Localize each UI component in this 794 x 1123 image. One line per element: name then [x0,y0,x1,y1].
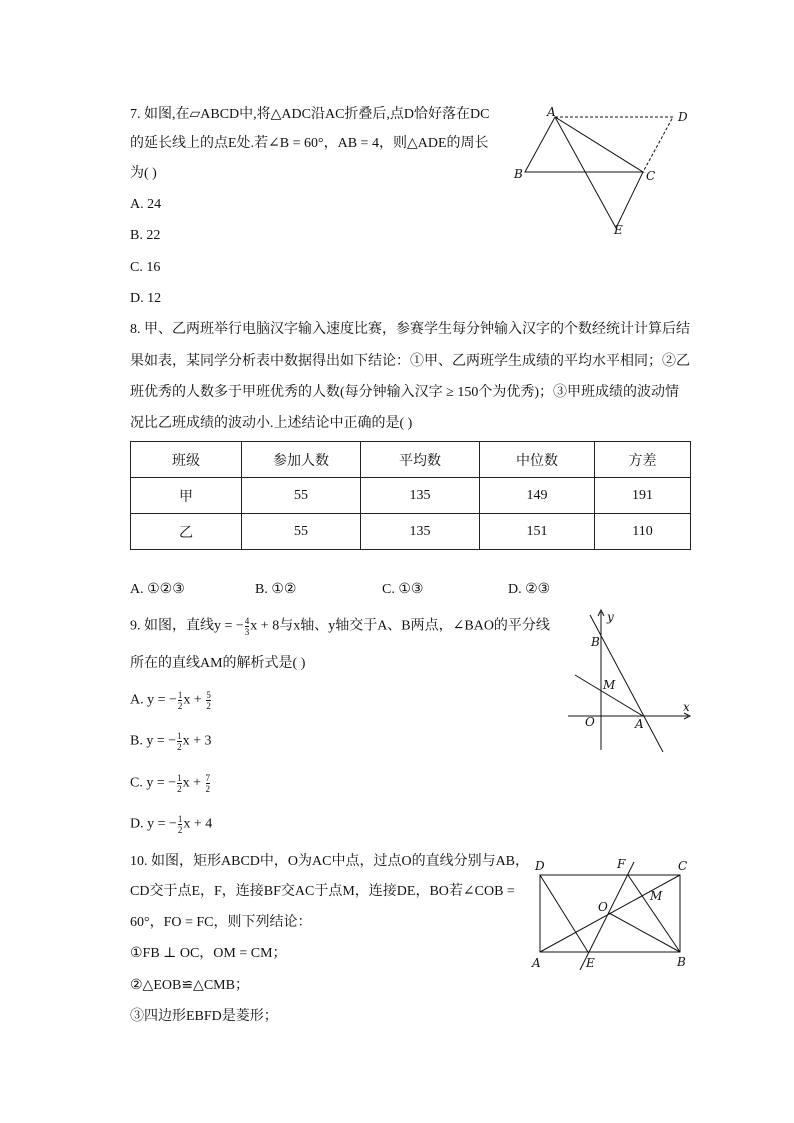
q8-line: 班优秀的人数多于甲班优秀的人数(每分钟输入汉字 ≥ 150个为优秀)；③甲班成绩的波动情 [130,385,680,400]
q8-option: C. ①③ [382,582,424,597]
denominator: 2 [177,784,182,794]
label-x: x [683,700,690,714]
table-cell: 乙 [131,514,242,550]
text: x + 4 [183,816,213,832]
table-cell: 151 [480,514,595,550]
label-M: M [603,678,616,692]
q10-line: ③四边形EBFD是菱形； [130,1009,278,1024]
label-E: E [614,223,623,237]
q7-option: B. 22 [130,228,161,243]
q7-option: C. 16 [130,260,161,275]
numerator: 1 [177,773,182,783]
text: A. y = − [130,692,177,708]
q10-line: ①FB ⊥ OC，OM = CM； [130,946,287,961]
text: C. y = − [130,775,177,791]
q10-line: CD交于点E，F，连接BF交AC于点M，连接DE，BO若∠COB = [130,882,515,902]
table-header: 班级 [131,442,242,478]
table-cell: 191 [595,478,691,514]
numerator: 1 [177,690,183,700]
q10-rectangle-figure [531,857,687,970]
label-D: D [535,859,545,873]
table-cell: 135 [361,514,480,550]
text: D. y = − [130,816,177,832]
table-header: 方差 [595,442,691,478]
label-F: F [617,857,626,871]
label-y: y [607,610,614,624]
q8-option: D. ②③ [508,582,551,597]
q8-line: 果如表，某同学分析表中数据得出如下结论：①甲、乙两班学生成绩的平均水平相同；②乙 [130,354,690,369]
label-A: A [547,105,556,119]
q9-coordinate-figure [568,610,690,752]
q8-option: B. ①② [255,582,297,597]
denominator: 2 [177,742,182,752]
table-header: 中位数 [480,442,595,478]
denominator: 2 [177,701,183,711]
text: B. y = − [130,733,177,749]
q8-line: 8. 甲、乙两班举行电脑汉字输入速度比赛，参赛学生每分钟输入汉字的个数经统计计算后结 [130,322,690,337]
label-B: B [514,167,523,181]
table-cell: 甲 [131,478,242,514]
denominator: 3 [244,627,250,637]
text: 9. 如图，直线y = − [130,618,244,634]
q7-line: 7. 如图,在▱ABCD中,将△ADC沿AC折叠后,点D恰好落在DC [130,105,490,125]
table-cell: 55 [242,478,361,514]
label-B: B [591,635,600,649]
label-E: E [586,956,595,970]
label-M: M [650,889,663,903]
table-header: 参加人数 [242,442,361,478]
q7-option: D. 12 [130,291,162,306]
table-cell: 135 [361,478,480,514]
label-A: A [532,956,541,970]
q9-line: 所在的直线AM的解析式是( ) [130,656,306,671]
numerator: 1 [177,731,182,741]
denominator: 2 [177,825,183,835]
label-C: C [646,169,656,183]
label-A: A [635,717,644,731]
denominator: 2 [205,784,211,794]
numerator: 5 [206,690,211,700]
q9-line [130,616,550,637]
label-D: D [678,110,688,124]
q10-line: 10. 如图，矩形ABCD中，O为AC中点，过点O的直线分别与AB， [130,852,529,872]
table-cell: 55 [242,514,361,550]
label-O: O [585,715,595,729]
numerator: 1 [177,814,183,824]
text: x + [183,692,206,708]
label-B: B [677,955,686,969]
table-cell: 110 [595,514,691,550]
numerator: 7 [205,773,211,783]
q8-line: 况比乙班成绩的波动小.上述结论中正确的是( ) [130,416,413,431]
label-O: O [598,900,608,914]
table-cell: 149 [480,478,595,514]
numerator: 4 [244,616,250,626]
q7-line: 为( ) [130,166,157,181]
q7-line: 的延长线上的点E处.若∠B = 60°，AB = 4，则△ADE的周长 [130,134,489,154]
q7-option: A. 24 [130,197,162,212]
label-C: C [678,859,688,873]
q8-option: A. ①②③ [130,582,185,597]
denominator: 2 [206,701,211,711]
table-header: 平均数 [361,442,480,478]
text: x + 3 [182,733,212,749]
fraction [245,616,250,637]
q10-line: 60°，FO = FC，则下列结论： [130,915,312,930]
q7-parallelogram-figure [513,105,688,237]
text: x + [182,775,205,791]
text: x + 8与x轴、y轴交于A、B两点，∠BAO的平分线 [250,618,550,634]
q10-line: ②△EOB≌△CMB； [130,978,249,993]
